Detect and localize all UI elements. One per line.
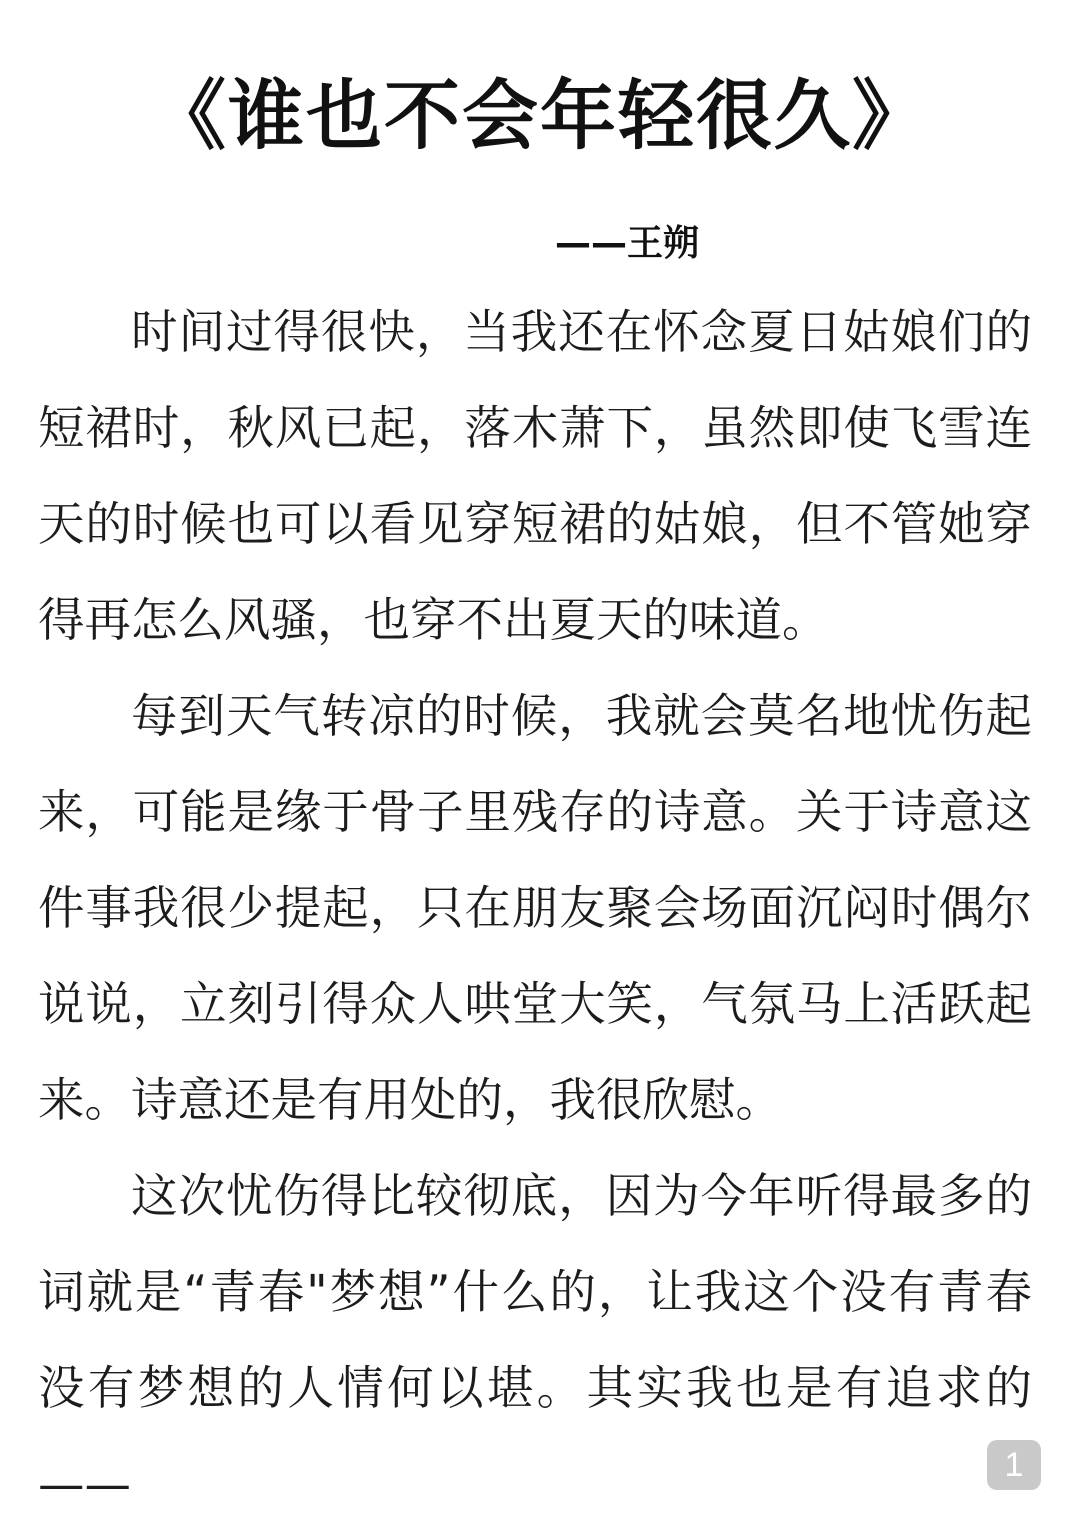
document-title: 《谁也不会年轻很久》 [150,71,930,160]
paragraph: 这次忧伤得比较彻底，因为今年听得最多的词就是“青春"梦想”什么的，让我这个没有青春没有梦想的人情何以堪。其实我也是有追求的—— [38,1169,1032,1511]
paragraph: 时间过得很快，当我还在怀念夏日姑娘们的短裙时，秋风已起，落木萧下，虽然即使飞雪连天的时候也可以看见穿短裙的姑娘，但不管她穿得再怎么风骚，也穿不出夏天的味道。 [38,305,1032,647]
paragraph: 每到天气转凉的时候，我就会莫名地忧伤起来，可能是缘于骨子里残存的诗意。关于诗意这件事我很少提起，只在朋友聚会场面沉闷时偶尔说说，立刻引得众人哄堂大笑，气氛马上活跃起来。诗意还是有用处的，我很欣慰。 [38,689,1032,1127]
body-text [38,284,1032,1532]
page-number-badge: 1 [987,1440,1041,1490]
author-line: ——王朔 [555,223,700,264]
